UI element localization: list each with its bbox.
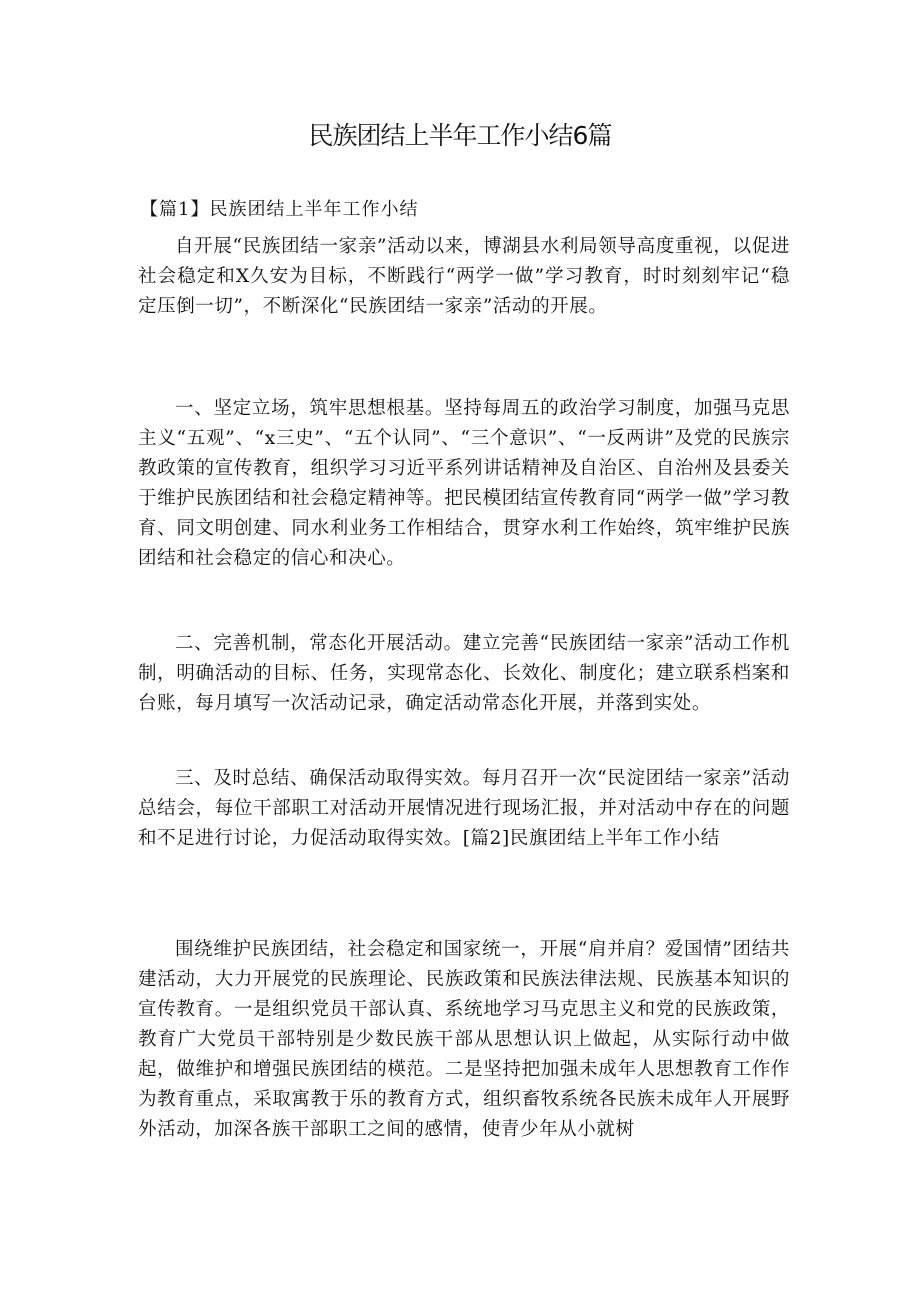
paragraph-point-three: 三、及时总结、确保活动取得实效。每月召开一次“民淀团结一家亲”活动总结会，每位干部职工对活动开展情况进行现场汇报，并对活动中存在的问题和不足进行讨论，力促活动取得实效。[篇2]民旗团结上半年工作小结 bbox=[138, 768, 790, 849]
section-heading: 【篇1】民族团结上半年工作小结 bbox=[140, 199, 419, 220]
paragraph-intro: 自开展“民族团结一家亲”活动以来，博湖县水利局领导高度重视，以促进社会稳定和X久安为目标，不断践行“两学一做”学习教育，时时刻刻牢记“稳定压倒一切”，不断深化“民族团结一家亲”活动的开展。 bbox=[138, 236, 790, 317]
paragraph-point-two: 二、完善机制，常态化开展活动。建立完善“民族团结一家亲”活动工作机制，明确活动的目标、任务，实现常态化、长效化、制度化；建立联系档案和台账，每月填写一次活动记录，确定活动常态化开展，并落到实处。 bbox=[138, 633, 790, 714]
document-title: 民族团结上半年工作小结6篇 bbox=[308, 121, 612, 150]
paragraph-article-two: 围绕维护民族团结，社会稳定和国家统一，开展“肩并肩？爱国情”团结共建活动，大力开展党的民族理论、民族政策和民族法律法规、民族基本知识的宣传教育。一是组织党员干部认真、系统地学习马克思主义和党的民族政策，教育广大党员干部特别是少数民族干部从思想认识上做起，从实际行动中做起，做维护和增强民族团结的楧范。二是坚持把加强未成年人思想教育工作作为教育重点，采取寓教于乐的教育方式，组织畜牧系统各民族未成年人开展野外活动，加深各族干部职工之间的感情，使青少年从小就树 bbox=[138, 939, 790, 1140]
paragraph-point-one: 一、坚定立场，筑牢思想根基。坚持每周五的政治学习制度，加强马克思主义“五观”、“x三史”、“五个认同”、“三个意识”、“一反两讲”及党的民族宗教政策的宣传教育，组织学习习近平系列讲话精神及自治区、自治州及县委关于维护民族团结和社会稳定精神等。把民模团结宣传教育同“两学一做”学习教育、同文明创建、同水利业务工作相结合，贯穿水利工作始终，筑牢维护民族团结和社会稳定的信心和决心。 bbox=[138, 398, 790, 569]
